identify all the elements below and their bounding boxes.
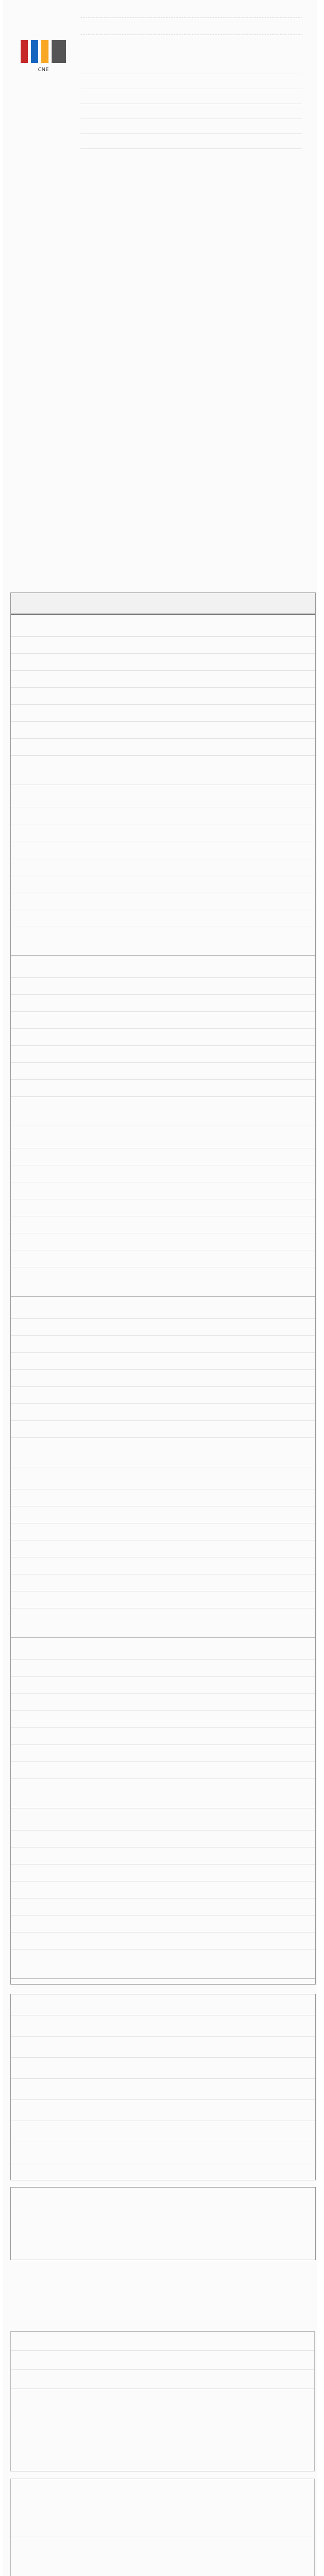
party-row <box>11 1199 315 1216</box>
party-row <box>11 1830 315 1847</box>
party-row <box>11 841 315 858</box>
header-line <box>80 134 302 149</box>
member-card <box>10 2479 315 2576</box>
party-row <box>11 892 315 909</box>
party-row <box>11 1864 315 1881</box>
summary-row <box>11 2058 315 2079</box>
party-row <box>11 1148 315 1165</box>
candidate-name <box>11 615 315 636</box>
party-row <box>11 1011 315 1028</box>
candidate-groups <box>11 615 315 1979</box>
party-row <box>11 875 315 892</box>
votes-table-header <box>11 593 315 615</box>
candidate-group <box>11 1297 315 1467</box>
party-row <box>11 1949 315 1966</box>
party-row <box>11 1557 315 1574</box>
summary-row <box>11 2121 315 2142</box>
header-line <box>80 89 302 104</box>
member-signature <box>11 2389 314 2477</box>
party-row <box>11 994 315 1011</box>
party-row <box>11 1710 315 1727</box>
party-row <box>11 926 315 943</box>
member-name <box>11 2498 314 2517</box>
party-row <box>11 670 315 687</box>
party-row <box>11 687 315 704</box>
party-row <box>11 1693 315 1710</box>
tally-sheet <box>3 0 317 2576</box>
party-row <box>11 977 315 994</box>
party-row <box>11 807 315 824</box>
candidate-name <box>11 1297 315 1318</box>
party-row <box>11 1028 315 1045</box>
party-row <box>11 1216 315 1233</box>
member-role <box>11 2479 314 2498</box>
votes-summary <box>10 1994 316 2180</box>
member-card <box>10 2331 315 2471</box>
party-row <box>11 909 315 926</box>
candidate-group <box>11 1467 315 1638</box>
member-signature <box>11 2536 314 2576</box>
party-row <box>11 1045 315 1062</box>
party-row <box>11 1096 315 1113</box>
party-row <box>11 1659 315 1676</box>
votes-table <box>10 592 316 1985</box>
party-row <box>11 1540 315 1557</box>
party-row <box>11 653 315 670</box>
party-row <box>11 1898 315 1915</box>
header-title-text <box>80 10 302 18</box>
party-row <box>11 704 315 721</box>
header-line <box>80 44 302 59</box>
candidate-name <box>11 1126 315 1148</box>
party-row <box>11 1062 315 1079</box>
party-row <box>11 1676 315 1693</box>
party-row <box>11 1420 315 1437</box>
party-row <box>11 1318 315 1335</box>
party-row <box>11 1744 315 1761</box>
candidate-group <box>11 1638 315 1808</box>
candidate-group <box>11 1808 315 1979</box>
candidate-name <box>11 1638 315 1659</box>
conformity-note <box>10 2277 315 2324</box>
party-row <box>11 1182 315 1199</box>
party-row <box>11 1915 315 1932</box>
party-row <box>11 1403 315 1420</box>
cne-logo-icon <box>18 36 69 67</box>
party-row <box>11 824 315 841</box>
party-row <box>11 721 315 738</box>
candidate-name <box>11 956 315 977</box>
candidate-name <box>11 1467 315 1489</box>
party-row <box>11 1778 315 1795</box>
candidate-group <box>11 1126 315 1297</box>
party-row <box>11 858 315 875</box>
candidate-group <box>11 785 315 956</box>
summary-row <box>11 2015 315 2037</box>
party-row <box>11 738 315 755</box>
summary-row <box>11 2100 315 2121</box>
cne-logo <box>12 36 74 82</box>
party-row <box>11 1574 315 1591</box>
party-row <box>11 1523 315 1540</box>
party-row <box>11 1847 315 1864</box>
candidate-name <box>11 785 315 807</box>
party-row <box>11 1506 315 1523</box>
party-row <box>11 1932 315 1949</box>
summary-title <box>11 1994 315 2015</box>
candidate-group <box>11 615 315 785</box>
header-line <box>80 74 302 89</box>
member-name <box>11 2351 314 2370</box>
header-title <box>80 10 302 18</box>
observations-box <box>10 2187 316 2260</box>
header-line <box>80 119 302 134</box>
party-row <box>11 1352 315 1369</box>
summary-row <box>11 2142 315 2163</box>
party-row <box>11 1165 315 1182</box>
party-row <box>11 1761 315 1778</box>
candidate-group <box>11 956 315 1126</box>
party-row <box>11 1881 315 1898</box>
logo-text: CNE <box>38 67 49 73</box>
header-line <box>80 104 302 119</box>
party-row <box>11 1267 315 1284</box>
party-row <box>11 1079 315 1096</box>
header-block <box>80 10 302 484</box>
election-title <box>80 27 302 35</box>
members-section <box>10 2331 315 2576</box>
party-row <box>11 1250 315 1267</box>
party-row <box>11 1386 315 1403</box>
party-row <box>11 1335 315 1352</box>
party-row <box>11 1369 315 1386</box>
member-role <box>11 2332 314 2351</box>
party-row <box>11 755 315 772</box>
member-id <box>11 2370 314 2389</box>
election-title-text <box>80 27 302 35</box>
summary-row <box>11 2079 315 2100</box>
header-line <box>80 59 302 74</box>
header-lines <box>80 44 302 149</box>
party-row <box>11 1608 315 1625</box>
summary-rows <box>11 2015 315 2163</box>
party-row <box>11 1233 315 1250</box>
summary-row <box>11 2037 315 2058</box>
party-row <box>11 1489 315 1506</box>
party-row <box>11 636 315 653</box>
party-row <box>11 1591 315 1608</box>
candidate-name <box>11 1808 315 1830</box>
member-id <box>11 2517 314 2536</box>
party-row <box>11 1727 315 1744</box>
party-row <box>11 1437 315 1454</box>
